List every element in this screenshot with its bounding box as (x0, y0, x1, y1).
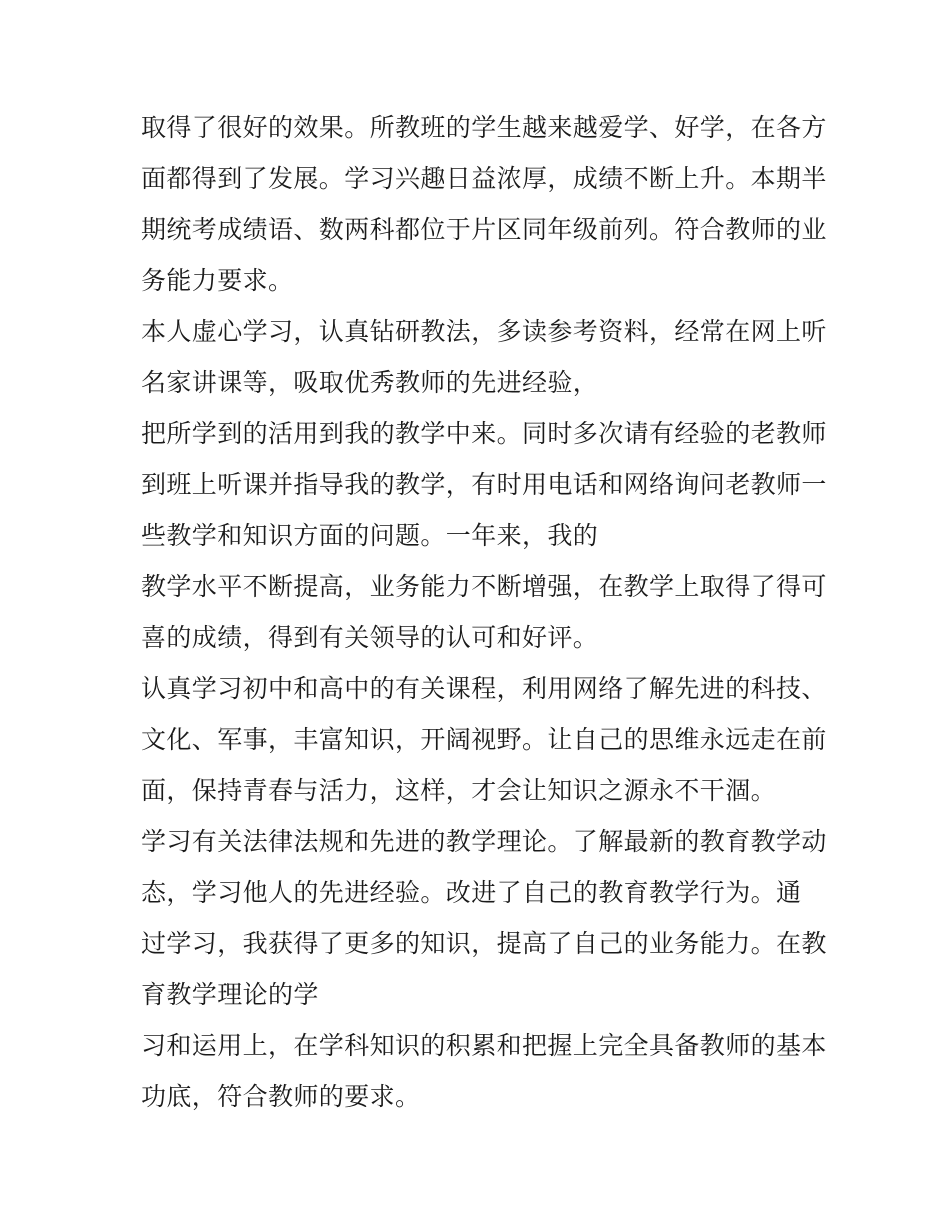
text-line: 本人虚心学习，认真钻研教法，多读参考资料，经常在网上听 (141, 317, 827, 346)
text-line: 取得了很好的效果。所教班的学生越来越爱学、好学，在各方 (141, 113, 827, 142)
text-line: 功底，符合教师的要求。 (141, 1082, 421, 1111)
text-line: 文化、军事，丰富知识，开阔视野。让自己的思维永远走在前 (141, 725, 827, 754)
text-line: 务能力要求。 (141, 266, 294, 295)
text-line: 学习有关法律法规和先进的教学理论。了解最新的教育教学动 (141, 827, 827, 856)
text-line: 把所学到的活用到我的教学中来。同时多次请有经验的老教师 (141, 419, 827, 448)
text-line: 育教学理论的学 (141, 980, 319, 1009)
text-line: 过学习，我获得了更多的知识，提高了自己的业务能力。在教 (141, 929, 827, 958)
text-line: 认真学习初中和高中的有关课程，利用网络了解先进的科技、 (141, 674, 827, 703)
text-line: 习和运用上，在学科知识的积累和把握上完全具备教师的基本 (141, 1031, 827, 1060)
text-line: 教学水平不断提高，业务能力不断增强，在教学上取得了得可 (141, 572, 827, 601)
text-line: 些教学和知识方面的问题。一年来，我的 (141, 521, 599, 550)
text-line: 面都得到了发展。学习兴趣日益浓厚，成绩不断上升。本期半 (141, 164, 827, 193)
text-line: 期统考成绩语、数两科都位于片区同年级前列。符合教师的业 (141, 215, 827, 244)
text-line: 名家讲课等，吸取优秀教师的先进经验， (141, 368, 599, 397)
document-body (141, 102, 827, 1122)
text-line: 喜的成绩，得到有关领导的认可和好评。 (141, 623, 599, 652)
text-line: 到班上听课并指导我的教学，有时用电话和网络询问老教师一 (141, 470, 827, 499)
text-line: 态，学习他人的先进经验。改进了自己的教育教学行为。通 (141, 878, 802, 907)
text-line: 面，保持青春与活力，这样，才会让知识之源永不干涸。 (141, 776, 777, 805)
